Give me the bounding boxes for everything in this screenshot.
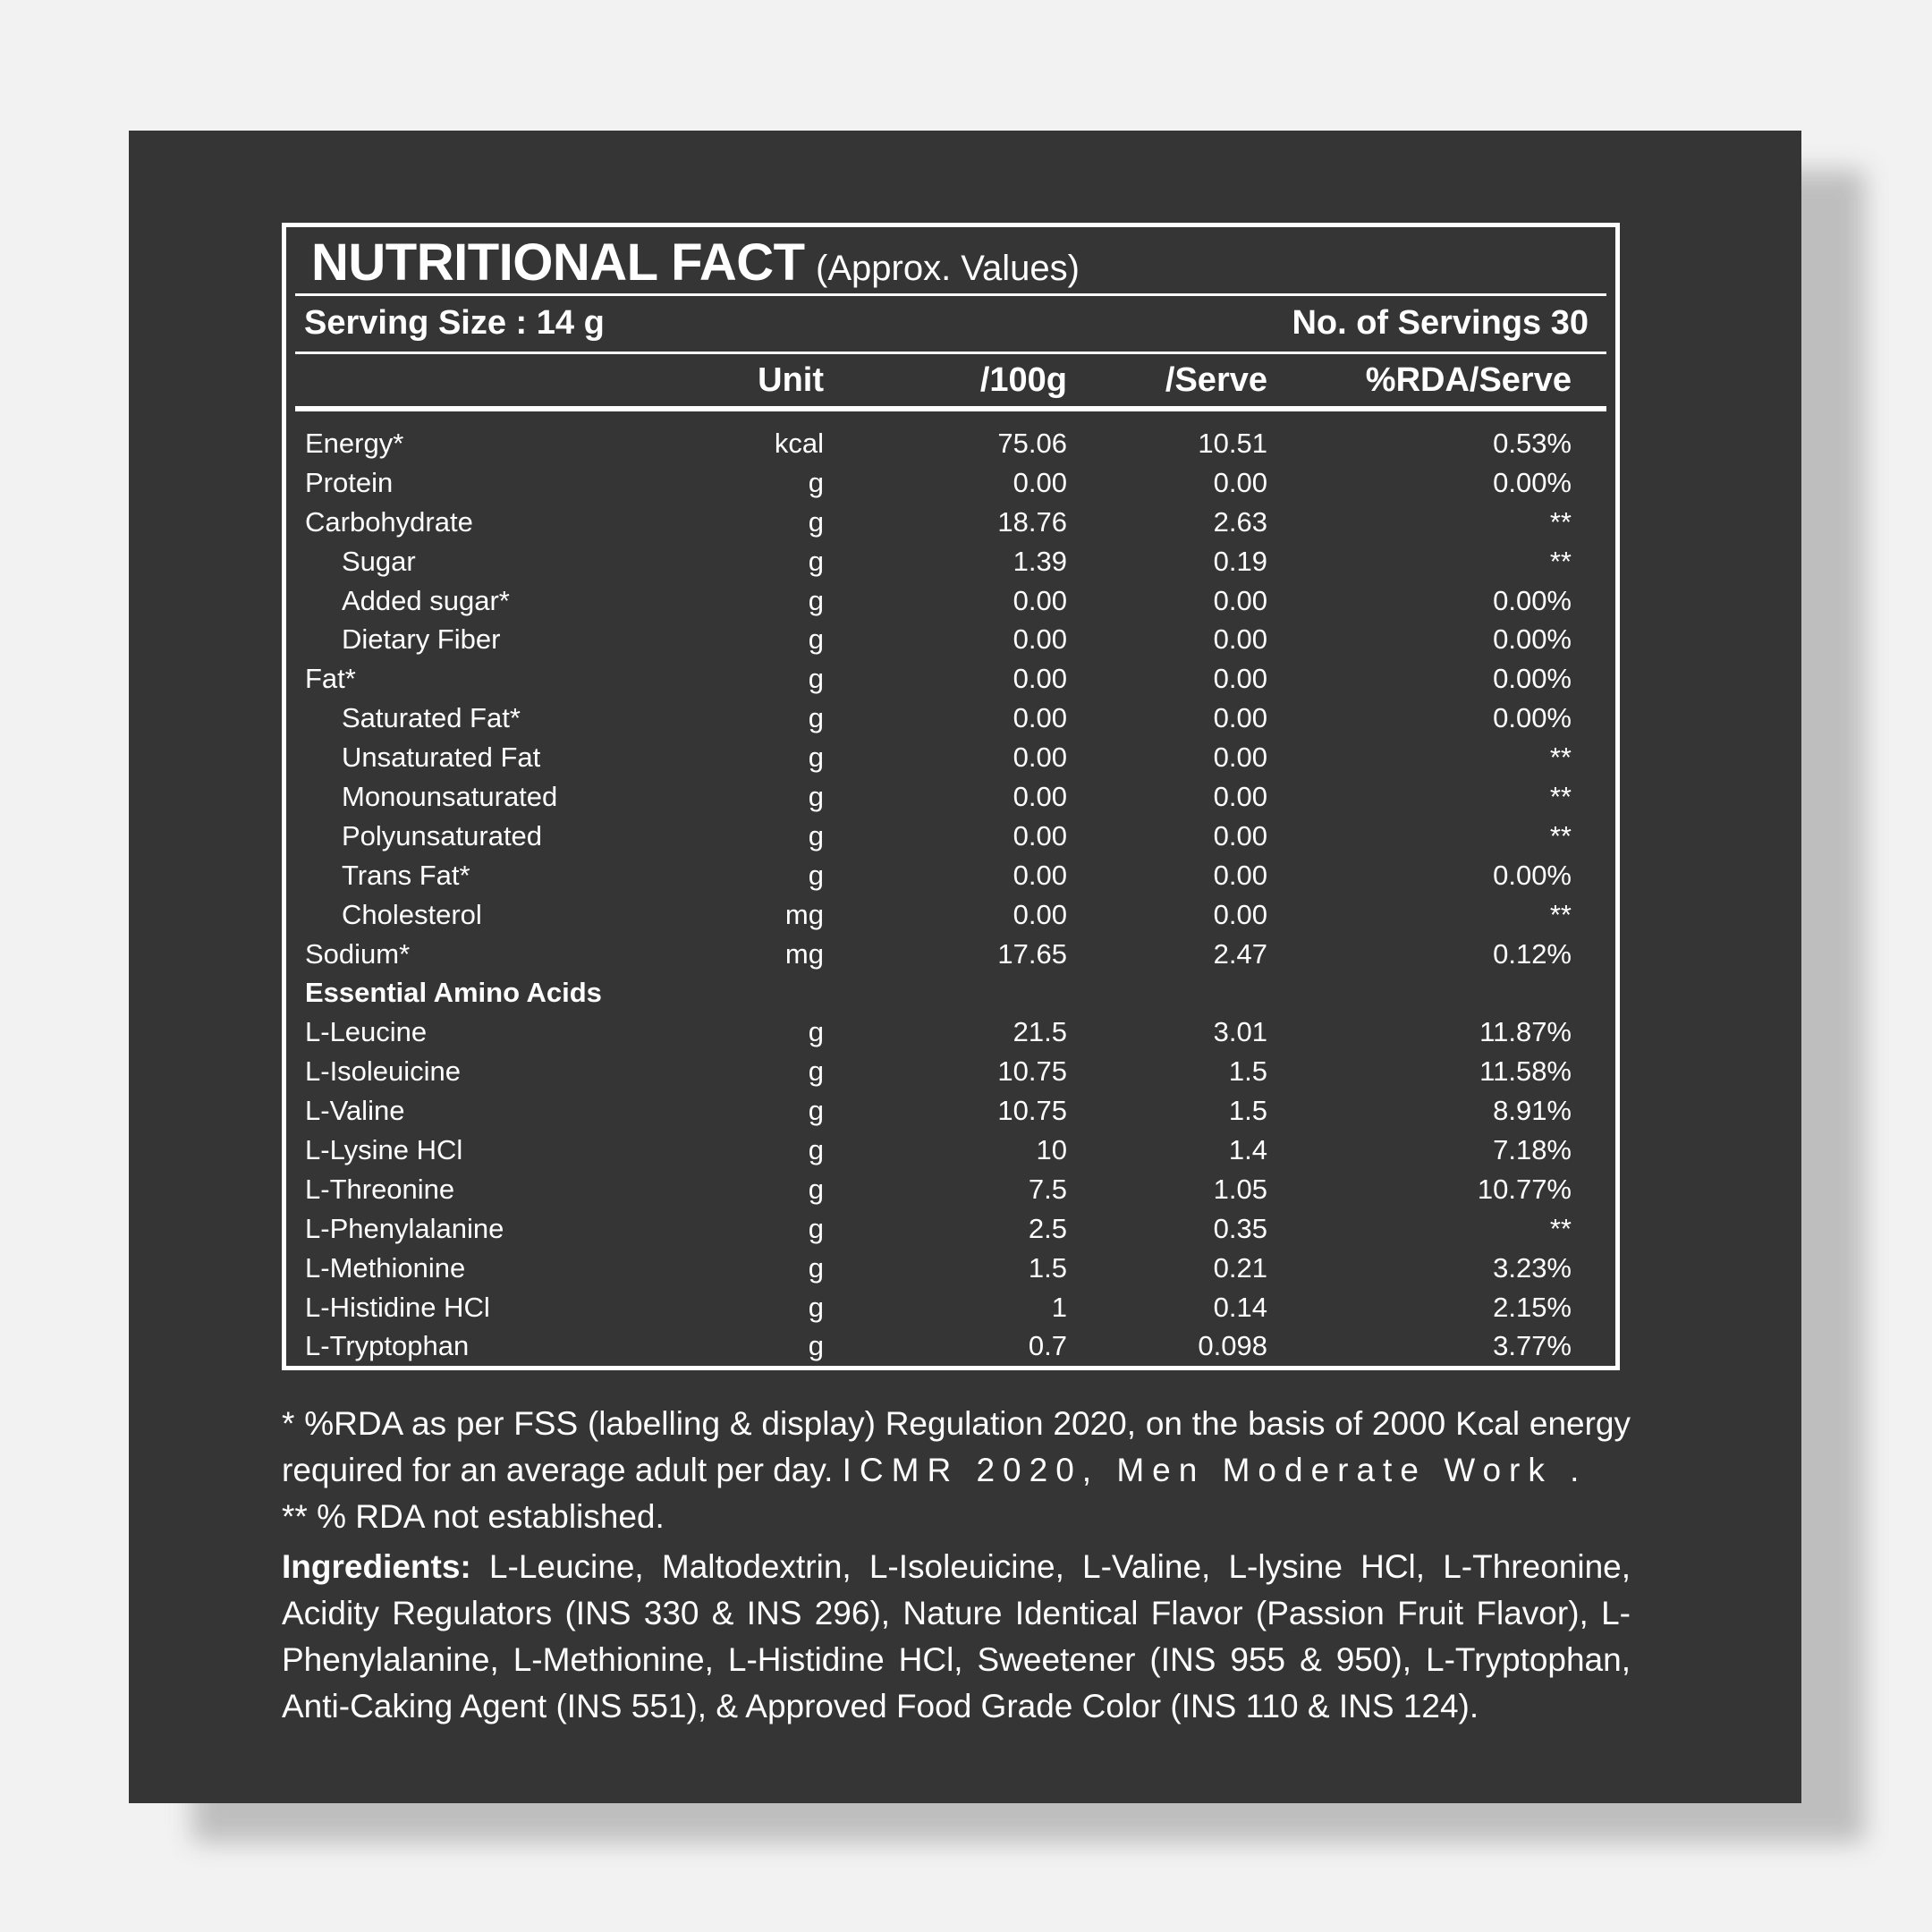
- nutrient-rda: 0.00%: [1493, 859, 1572, 891]
- nutrient-unit: mg: [784, 898, 824, 930]
- nutrient-rda: 0.00%: [1493, 584, 1572, 616]
- footnote-rda-not-established: ** % RDA not established.: [282, 1498, 665, 1535]
- nutrient-name: Energy*: [305, 428, 404, 459]
- table-row: [286, 1326, 1615, 1366]
- nutrient-rda: 8.91%: [1493, 1095, 1572, 1127]
- table-row: [286, 1052, 1615, 1091]
- servings-count: No. of Servings 30: [1292, 304, 1589, 342]
- column-header-unit: Unit: [758, 361, 824, 399]
- ingredients-label: Ingredients:: [282, 1548, 471, 1585]
- nutrient-per-serve: 0.00: [1213, 859, 1267, 891]
- nutrient-per100g: 0.00: [1013, 859, 1067, 891]
- nutrient-unit: g: [808, 1016, 824, 1048]
- table-row: [286, 503, 1615, 542]
- column-header-per-serve: /Serve: [1165, 361, 1267, 399]
- table-row: [286, 1209, 1615, 1249]
- nutrient-per100g: 7.5: [1028, 1173, 1067, 1205]
- nutrient-rda: 0.00%: [1493, 466, 1572, 498]
- nutrient-rda: 11.87%: [1479, 1016, 1572, 1048]
- nutrient-unit: g: [808, 663, 824, 695]
- nutrient-name: L-Isoleuicine: [305, 1055, 462, 1088]
- nutrient-unit: g: [808, 1173, 824, 1205]
- nutrient-per100g: 0.00: [1013, 781, 1067, 813]
- nutrient-unit: g: [808, 584, 824, 616]
- nutrient-per100g: 0.00: [1013, 702, 1067, 734]
- nutrient-per-serve: 0.00: [1213, 584, 1267, 616]
- nutrient-rda: **: [1549, 545, 1572, 577]
- nutrient-per100g: 0.00: [1013, 623, 1067, 656]
- nutrient-per-serve: 0.19: [1213, 545, 1267, 577]
- column-header-row: [286, 361, 1615, 406]
- table-row: [286, 817, 1615, 856]
- nutrient-per100g: 1: [1051, 1291, 1067, 1323]
- nutrition-subtitle: (Approx. Values): [816, 249, 1080, 288]
- nutrient-name: Sodium*: [305, 937, 411, 970]
- nutrient-unit: g: [808, 1212, 824, 1244]
- divider-line-thick: [295, 406, 1606, 411]
- nutrient-per-serve: 0.00: [1213, 819, 1267, 852]
- nutrient-per100g: 21.5: [1013, 1016, 1067, 1048]
- nutrient-per100g: 18.76: [997, 505, 1067, 538]
- nutrient-per100g: 10.75: [997, 1055, 1067, 1088]
- nutrient-per-serve: 2.63: [1213, 505, 1267, 538]
- nutrient-name: Saturated Fat*: [342, 702, 521, 734]
- nutrient-per-serve: 0.35: [1213, 1212, 1267, 1244]
- nutrient-per-serve: 0.00: [1213, 702, 1267, 734]
- nutrient-per100g: 17.65: [997, 937, 1067, 970]
- column-header-rda: %RDA/Serve: [1365, 361, 1572, 399]
- nutrient-name: Added sugar*: [342, 584, 510, 616]
- nutrient-unit: kcal: [774, 428, 824, 459]
- nutrient-per-serve: 1.5: [1228, 1055, 1267, 1088]
- title-row: [311, 233, 1606, 295]
- nutrient-unit: g: [808, 859, 824, 891]
- table-row: [286, 935, 1615, 974]
- nutrient-per100g: 10: [1036, 1134, 1067, 1166]
- nutrient-name: Monounsaturated: [342, 781, 558, 813]
- nutrient-per-serve: 0.00: [1213, 466, 1267, 498]
- nutrient-unit: g: [808, 466, 824, 498]
- nutrient-per100g: 0.7: [1028, 1330, 1067, 1362]
- nutrient-rda: **: [1549, 898, 1572, 930]
- nutrient-unit: g: [808, 1251, 824, 1284]
- serving-row: [304, 304, 1589, 349]
- table-row: [286, 1131, 1615, 1170]
- divider-line: [295, 293, 1606, 296]
- table-row: [286, 1013, 1615, 1052]
- table-row: [286, 699, 1615, 738]
- table-row: [286, 1249, 1615, 1288]
- table-row: [286, 1288, 1615, 1327]
- nutrient-name: L-Leucine: [305, 1016, 428, 1048]
- nutrient-name: L-Lysine HCl: [305, 1134, 463, 1166]
- nutrient-per-serve: 1.5: [1228, 1095, 1267, 1127]
- nutrient-per-serve: 0.14: [1213, 1291, 1267, 1323]
- nutrient-rda: **: [1549, 781, 1572, 813]
- column-header-per100g: /100g: [979, 361, 1067, 399]
- nutrient-unit: g: [808, 1055, 824, 1088]
- nutrient-per100g: 0.00: [1013, 663, 1067, 695]
- nutrient-unit: g: [808, 741, 824, 774]
- footnote-rda-basis: [282, 1401, 1631, 1494]
- nutrient-name: Sugar: [342, 545, 416, 577]
- nutrient-per100g: 1.39: [1013, 545, 1067, 577]
- nutrient-per-serve: 10.51: [1198, 428, 1267, 459]
- nutrient-per100g: 75.06: [997, 428, 1067, 459]
- footnote-icmr: ICMR 2020, Men Moderate Work .: [842, 1452, 1588, 1488]
- nutrition-facts-box: [282, 223, 1620, 1370]
- nutrient-name: L-Methionine: [305, 1251, 466, 1284]
- table-row: [286, 777, 1615, 817]
- table-row: [286, 895, 1615, 935]
- ingredients: [282, 1544, 1631, 1730]
- nutrient-rda: **: [1549, 505, 1572, 538]
- nutrient-name: Fat*: [305, 663, 356, 695]
- nutrient-per-serve: 1.4: [1228, 1134, 1267, 1166]
- nutrition-title: NUTRITIONAL FACT: [311, 233, 805, 292]
- nutrient-rda: 10.77%: [1477, 1173, 1572, 1205]
- nutrient-unit: g: [808, 545, 824, 577]
- nutrient-per100g: 0.00: [1013, 466, 1067, 498]
- nutrient-name: Cholesterol: [342, 898, 482, 930]
- serving-size: Serving Size : 14 g: [304, 304, 605, 342]
- nutrient-rda: 0.00%: [1493, 702, 1572, 734]
- nutrient-unit: g: [808, 819, 824, 852]
- nutrient-rda: 3.77%: [1493, 1330, 1572, 1362]
- nutrient-per100g: 0.00: [1013, 741, 1067, 774]
- nutrient-unit: g: [808, 505, 824, 538]
- nutrient-per-serve: 0.00: [1213, 741, 1267, 774]
- nutrient-name: L-Histidine HCl: [305, 1291, 490, 1323]
- nutrient-per100g: 10.75: [997, 1095, 1067, 1127]
- nutrient-unit: g: [808, 1134, 824, 1166]
- nutrient-per-serve: 0.098: [1198, 1330, 1267, 1362]
- nutrient-rda: 2.15%: [1493, 1291, 1572, 1323]
- table-row: [286, 659, 1615, 699]
- nutrient-per-serve: 0.00: [1213, 663, 1267, 695]
- table-row: [286, 738, 1615, 777]
- nutrient-per-serve: 0.00: [1213, 623, 1267, 656]
- table-row: [286, 542, 1615, 581]
- nutrient-name: Protein: [305, 466, 394, 498]
- nutrient-table: [286, 424, 1615, 1366]
- nutrient-per-serve: 3.01: [1213, 1016, 1267, 1048]
- nutrient-name: L-Tryptophan: [305, 1330, 470, 1362]
- table-row: [286, 1091, 1615, 1131]
- nutrient-name: L-Phenylalanine: [305, 1212, 504, 1244]
- nutrient-per-serve: 0.00: [1213, 781, 1267, 813]
- nutrient-name: L-Valine: [305, 1095, 405, 1127]
- footnote: [282, 1401, 1631, 1540]
- ingredients-text: L-Leucine, Maltodextrin, L-Isoleuicine, L-Valine, L-lysine HCl, L-Threonine, Acidity Regulators (INS 330 & INS 296), Nature Identical Flavor (Passion Fruit Flavor), L-Phenylalanine, L-Methionine, L-Histidine HCl, Sweetener (INS 955 & 950), L-Tryptophan, Anti-Caking Agent (INS 551), & Approved Food Grade Color (INS 110 & INS 124).: [282, 1548, 1631, 1724]
- nutrient-name: Trans Fat*: [342, 859, 470, 891]
- nutrient-per100g: 0.00: [1013, 819, 1067, 852]
- nutrient-rda: **: [1549, 1212, 1572, 1244]
- nutrient-unit: g: [808, 1095, 824, 1127]
- nutrient-rda: 3.23%: [1493, 1251, 1572, 1284]
- nutrient-per100g: 0.00: [1013, 584, 1067, 616]
- nutrient-name: Essential Amino Acids: [305, 977, 602, 1009]
- nutrient-unit: g: [808, 781, 824, 813]
- nutrient-rda: 0.53%: [1493, 428, 1572, 459]
- nutrient-unit: g: [808, 623, 824, 656]
- nutrient-unit: mg: [784, 937, 824, 970]
- nutrient-rda: **: [1549, 741, 1572, 774]
- nutrient-per-serve: 1.05: [1213, 1173, 1267, 1205]
- nutrient-rda: 11.58%: [1479, 1055, 1572, 1088]
- nutrient-rda: 0.00%: [1493, 623, 1572, 656]
- nutrient-name: Polyunsaturated: [342, 819, 543, 852]
- nutrient-per-serve: 0.21: [1213, 1251, 1267, 1284]
- table-row: [286, 856, 1615, 895]
- table-row: [286, 1170, 1615, 1209]
- footnote-rda-text: * %RDA as per FSS (labelling & display) Regulation 2020, on the basis of 2000 Kcal energy required for an average adult per day.: [282, 1405, 1631, 1488]
- nutrient-per-serve: 2.47: [1213, 937, 1267, 970]
- nutrient-unit: g: [808, 1330, 824, 1362]
- table-row: [286, 620, 1615, 659]
- nutrient-name: L-Threonine: [305, 1173, 455, 1205]
- table-row: [286, 581, 1615, 621]
- nutrient-unit: g: [808, 1291, 824, 1323]
- nutrient-unit: g: [808, 702, 824, 734]
- nutrient-name: Unsaturated Fat: [342, 741, 541, 774]
- nutrient-rda: 7.18%: [1493, 1134, 1572, 1166]
- nutrient-per-serve: 0.00: [1213, 898, 1267, 930]
- nutrient-per100g: 1.5: [1028, 1251, 1067, 1284]
- nutrient-per100g: 2.5: [1028, 1212, 1067, 1244]
- divider-line: [295, 352, 1606, 354]
- nutrient-name: Carbohydrate: [305, 505, 473, 538]
- table-row: [286, 424, 1615, 463]
- nutrient-rda: 0.12%: [1493, 937, 1572, 970]
- nutrient-per100g: 0.00: [1013, 898, 1067, 930]
- table-row: [286, 463, 1615, 503]
- section-header-row: [286, 973, 1615, 1013]
- nutrient-name: Dietary Fiber: [342, 623, 501, 656]
- nutrient-rda: 0.00%: [1493, 663, 1572, 695]
- nutrient-rda: **: [1549, 819, 1572, 852]
